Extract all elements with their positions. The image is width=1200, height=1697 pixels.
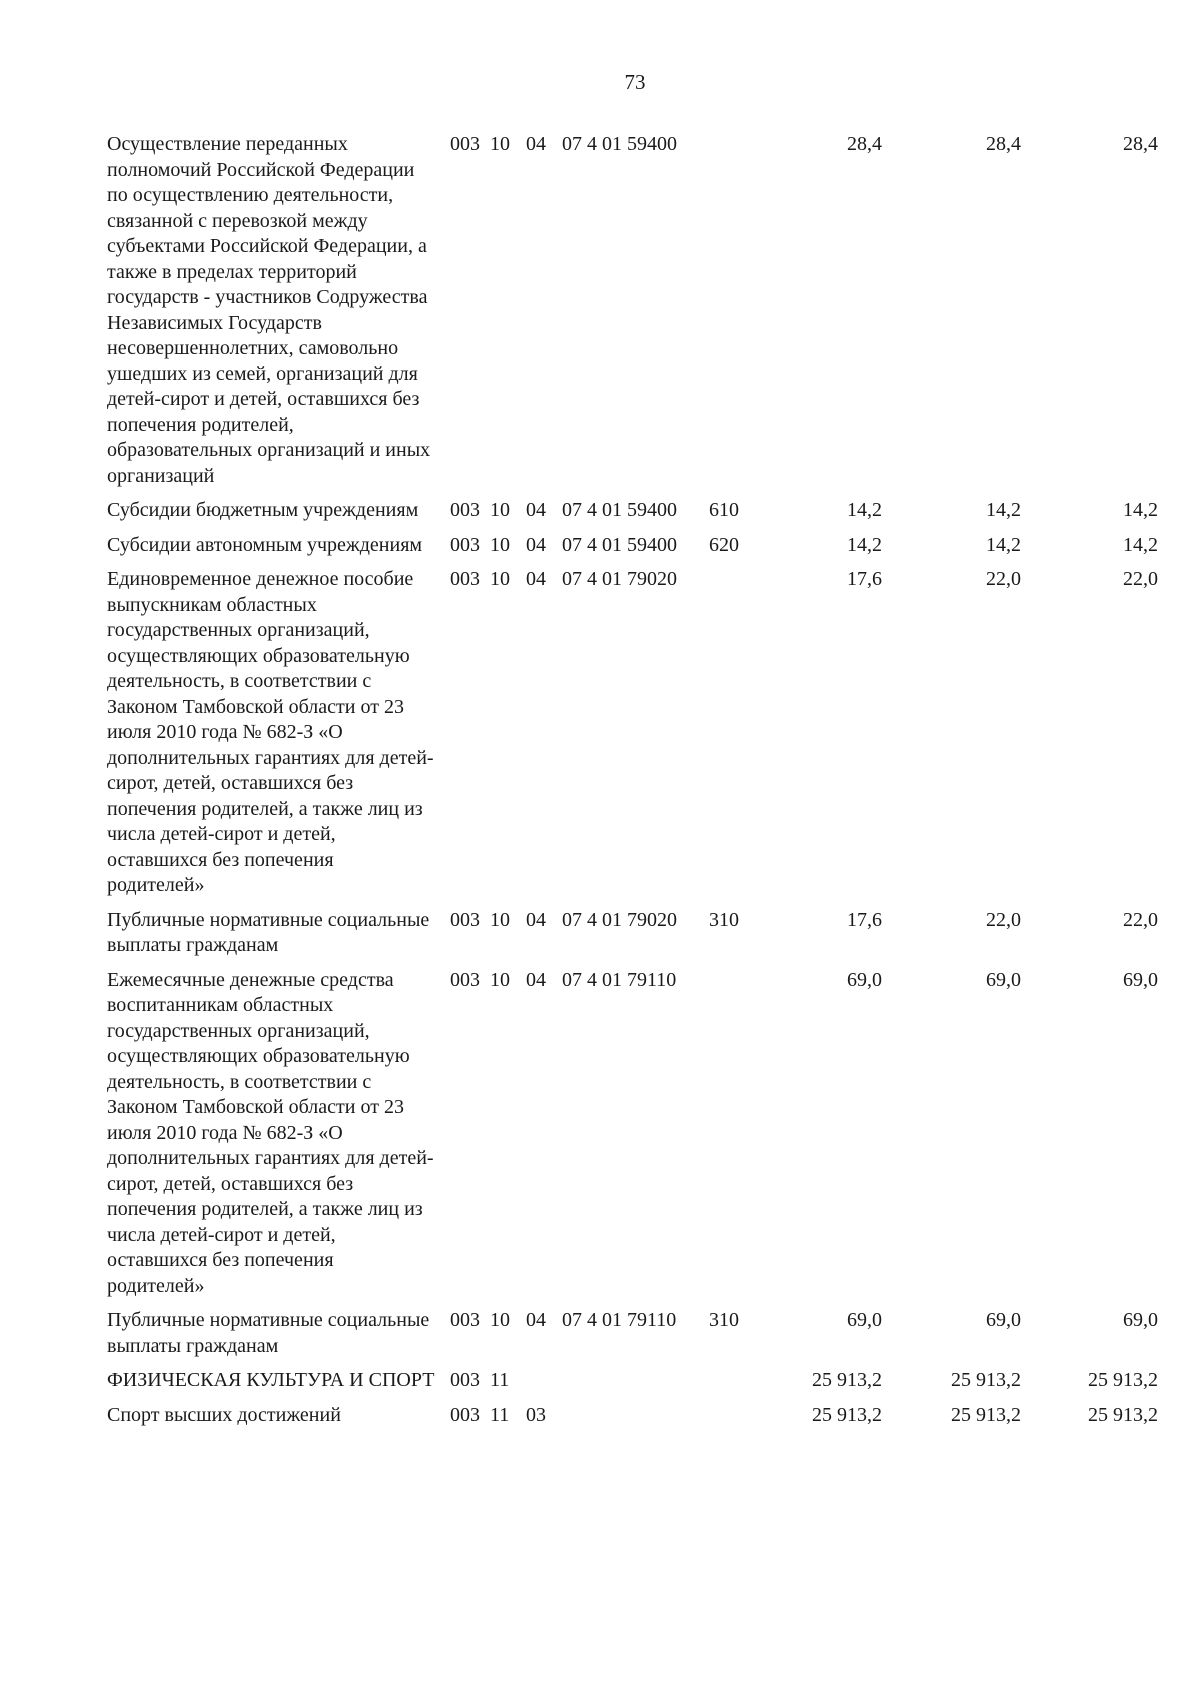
row-name: Осуществление переданных полномочий Российской Федерации по осуществлению деятельности, связанной с перевозкой между субъектами Российской Федерации, а также в пределах территорий государств - участников Содружества Независимых Государств несовершеннолетних, самовольно ушедших из семей, организаций для детей-сирот и детей, оставшихся без попечения родителей, образовательных организаций и иных организаций: [107, 133, 431, 487]
row-expense-type: 620: [709, 533, 739, 556]
table-body: [107, 130, 1158, 1435]
row-expense-type: 610: [709, 499, 739, 521]
row-value-1: 28,4: [847, 133, 882, 155]
row-target-article: 07 4 01 79020: [562, 568, 677, 590]
row-value-1: 14,2: [847, 533, 882, 556]
row-value-2: 14,2: [986, 533, 1021, 556]
table-row: [107, 1306, 1158, 1366]
row-value-1: 17,6: [847, 568, 882, 590]
row-expense-type: [702, 1366, 749, 1401]
row-subsection-code: 04: [526, 533, 546, 556]
row-target-article: 07 4 01 59400: [562, 133, 677, 155]
row-expense-type: 310: [709, 1309, 739, 1331]
row-name: Спорт высших достижений: [107, 1403, 341, 1426]
row-subsection-code: [526, 1366, 562, 1401]
row-name: Публичные нормативные социальные выплаты гражданам: [107, 908, 430, 956]
row-value-2: 22,0: [986, 568, 1021, 590]
row-subsection-code: 04: [526, 1309, 546, 1331]
row-expense-type: [702, 966, 749, 1307]
row-subsection-code: 04: [526, 908, 546, 931]
row-target-article: 07 4 01 59400: [562, 533, 677, 556]
row-admin-code: 003: [450, 1369, 480, 1391]
row-value-2: 25 913,2: [951, 1369, 1021, 1391]
row-subsection-code: 04: [526, 133, 546, 155]
row-value-2: 69,0: [986, 1309, 1021, 1331]
row-subsection-code: 04: [526, 968, 546, 991]
row-value-3: 25 913,2: [1088, 1369, 1158, 1391]
row-value-3: 14,2: [1123, 533, 1158, 556]
table-row: [107, 130, 1158, 496]
row-admin-code: 003: [450, 1309, 480, 1331]
row-target-article: 07 4 01 79110: [562, 1309, 677, 1331]
row-value-1: 69,0: [847, 968, 882, 991]
row-admin-code: 003: [450, 968, 480, 991]
table-row: [107, 906, 1158, 966]
row-admin-code: 003: [450, 499, 480, 521]
row-admin-code: 003: [450, 908, 480, 931]
row-target-article: 07 4 01 79020: [562, 908, 677, 931]
row-value-3: 28,4: [1123, 133, 1158, 155]
row-value-3: 22,0: [1123, 568, 1158, 590]
row-subsection-code: 04: [526, 499, 546, 521]
row-value-2: 25 913,2: [951, 1403, 1021, 1426]
row-name: Единовременное денежное пособие выпускникам областных государственных организаций, осуществляющих образовательную деятельность, в соответствии с Законом Тамбовской области от 23 июля 2010 года № 682-З «О дополнительных гарантиях для детей-сирот, детей, оставшихся без попечения родителей, а также лиц из числа детей-сирот и детей, оставшихся без попечения родителей»: [107, 568, 434, 896]
row-value-2: 14,2: [986, 499, 1021, 521]
row-expense-type: [702, 1401, 749, 1436]
row-name: Субсидии автономным учреждениям: [107, 533, 423, 556]
row-section-code: 10: [490, 1309, 510, 1331]
row-value-1: 25 913,2: [812, 1403, 882, 1426]
row-expense-type: [702, 130, 749, 496]
table-row: [107, 565, 1158, 906]
row-value-3: 22,0: [1123, 908, 1158, 931]
row-value-1: 25 913,2: [812, 1369, 882, 1391]
row-section-code: 10: [490, 908, 510, 931]
row-section-code: 10: [490, 968, 510, 991]
row-value-3: 69,0: [1123, 968, 1158, 991]
row-value-1: 69,0: [847, 1309, 882, 1331]
row-value-2: 22,0: [986, 908, 1021, 931]
row-value-3: 14,2: [1123, 499, 1158, 521]
row-expense-type: [702, 565, 749, 906]
row-subsection-code: 04: [526, 568, 546, 590]
row-value-3: 69,0: [1123, 1309, 1158, 1331]
table-row: [107, 531, 1158, 566]
row-name: ФИЗИЧЕСКАЯ КУЛЬТУРА И СПОРТ: [107, 1369, 435, 1391]
row-section-code: 10: [490, 499, 510, 521]
row-section-code: 11: [490, 1403, 510, 1426]
row-section-code: 10: [490, 133, 510, 155]
table-row: [107, 496, 1158, 531]
row-target-article: 07 4 01 79110: [562, 968, 677, 991]
row-section-code: 10: [490, 568, 510, 590]
row-admin-code: 003: [450, 133, 480, 155]
table-row: [107, 1401, 1158, 1436]
row-expense-type: 310: [709, 908, 739, 931]
row-admin-code: 003: [450, 568, 480, 590]
row-admin-code: 003: [450, 1403, 480, 1426]
table-row: [107, 966, 1158, 1307]
row-name: Ежемесячные денежные средства воспитанникам областных государственных организаций, осуществляющих образовательную деятельность, в соответствии с Законом Тамбовской области от 23 июля 2010 года № 682-З «О дополнительных гарантиях для детей-сирот, детей, оставшихся без попечения родителей, а также лиц из числа детей-сирот и детей, оставшихся без попечения родителей»: [107, 968, 434, 1297]
row-section-code: 10: [490, 533, 510, 556]
row-value-2: 69,0: [986, 968, 1021, 991]
row-admin-code: 003: [450, 533, 480, 556]
row-value-1: 17,6: [847, 908, 882, 931]
page-number: 73: [624, 70, 646, 94]
row-target-article: 07 4 01 59400: [562, 499, 677, 521]
row-value-2: 28,4: [986, 133, 1021, 155]
row-name: Субсидии бюджетным учреждениям: [107, 499, 419, 521]
row-name: Публичные нормативные социальные выплаты гражданам: [107, 1309, 430, 1357]
table-row: [107, 1366, 1158, 1401]
row-value-3: 25 913,2: [1088, 1403, 1158, 1426]
row-target-article: [562, 1366, 702, 1401]
row-target-article: [562, 1401, 702, 1436]
budget-table: [107, 130, 1158, 1435]
row-section-code: 11: [490, 1369, 510, 1391]
row-subsection-code: 03: [526, 1403, 546, 1426]
row-value-1: 14,2: [847, 499, 882, 521]
